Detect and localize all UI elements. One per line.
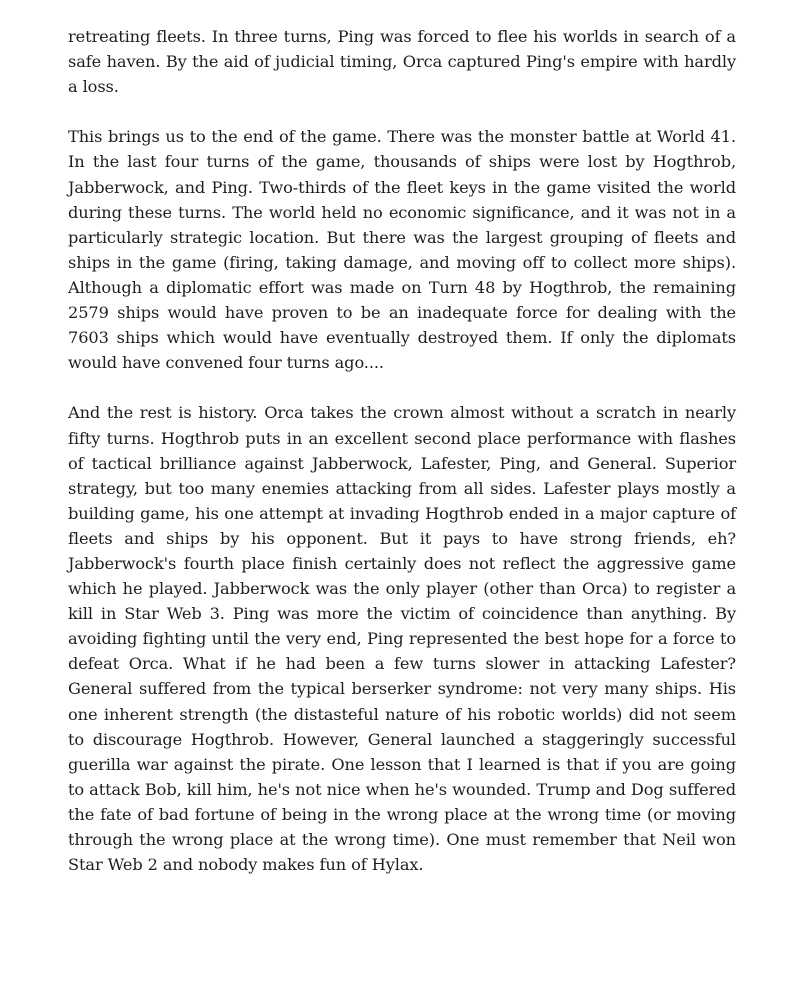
paragraph-end-of-game: This brings us to the end of the game. There was the monster battle at World 41. In the last four turns of the game, thousands of ships were lost by Hogthrob, Jabberwock, and Ping. Two-thirds of the fleet keys in the game visited the world during these turns. The world held no economic significance, and it was not in a particularly strategic location. But there was the largest grouping of fleets and ships in the game (firing, taking damage, and moving off to collect more ships). Although a diplomatic effort was made on Turn 48 by Hogthrob, the remaining 2579 ships would have proven to be an inadequate force for dealing with the 7603 ships which would have eventually destroyed them. If only the diplomats would have convened four turns ago.... [68,127,736,373]
document-page [68,24,736,877]
paragraph-retreating-fleets: retreating fleets. In three turns, Ping was forced to flee his worlds in search of a safe haven. By the aid of judicial timing, Orca captured Ping's empire with hardly a loss. [68,27,736,97]
paragraph-rest-is-history: And the rest is history. Orca takes the crown almost without a scratch in nearly fifty turns. Hogthrob puts in an excellent second place performance with flashes of tactical brilliance against Jabberwock, Lafester, Ping, and General. Superior strategy, but too many enemies attacking from all sides. Lafester plays mostly a building game, his one attempt at invading Hogthrob ended in a major capture of fleets and ships by his opponent. But it pays to have strong friends, eh? Jabberwock's fourth place finish certainly does not reflect the aggressive game which he played. Jabberwock was the only player (other than Orca) to register a kill in Star Web 3. Ping was more the victim of coincidence than anything. By avoiding fighting until the very end, Ping represented the best hope for a force to defeat Orca. What if he had been a few turns slower in attacking Lafester? General suffered from the typical berserker syndrome: not very many ships. His one inherent strength (the distasteful nature of his robotic worlds) did not seem to discourage Hogthrob. However, General launched a staggeringly successful guerilla war against the pirate. One lesson that I learned is that if you are going to attack Bob, kill him, he's not nice when he's wounded. Trump and Dog suffered the fate of bad fortune of being in the wrong place at the wrong time (or moving through the wrong place at the wrong time). One must remember that Neil won Star Web 2 and nobody makes fun of Hylax. [68,403,736,875]
